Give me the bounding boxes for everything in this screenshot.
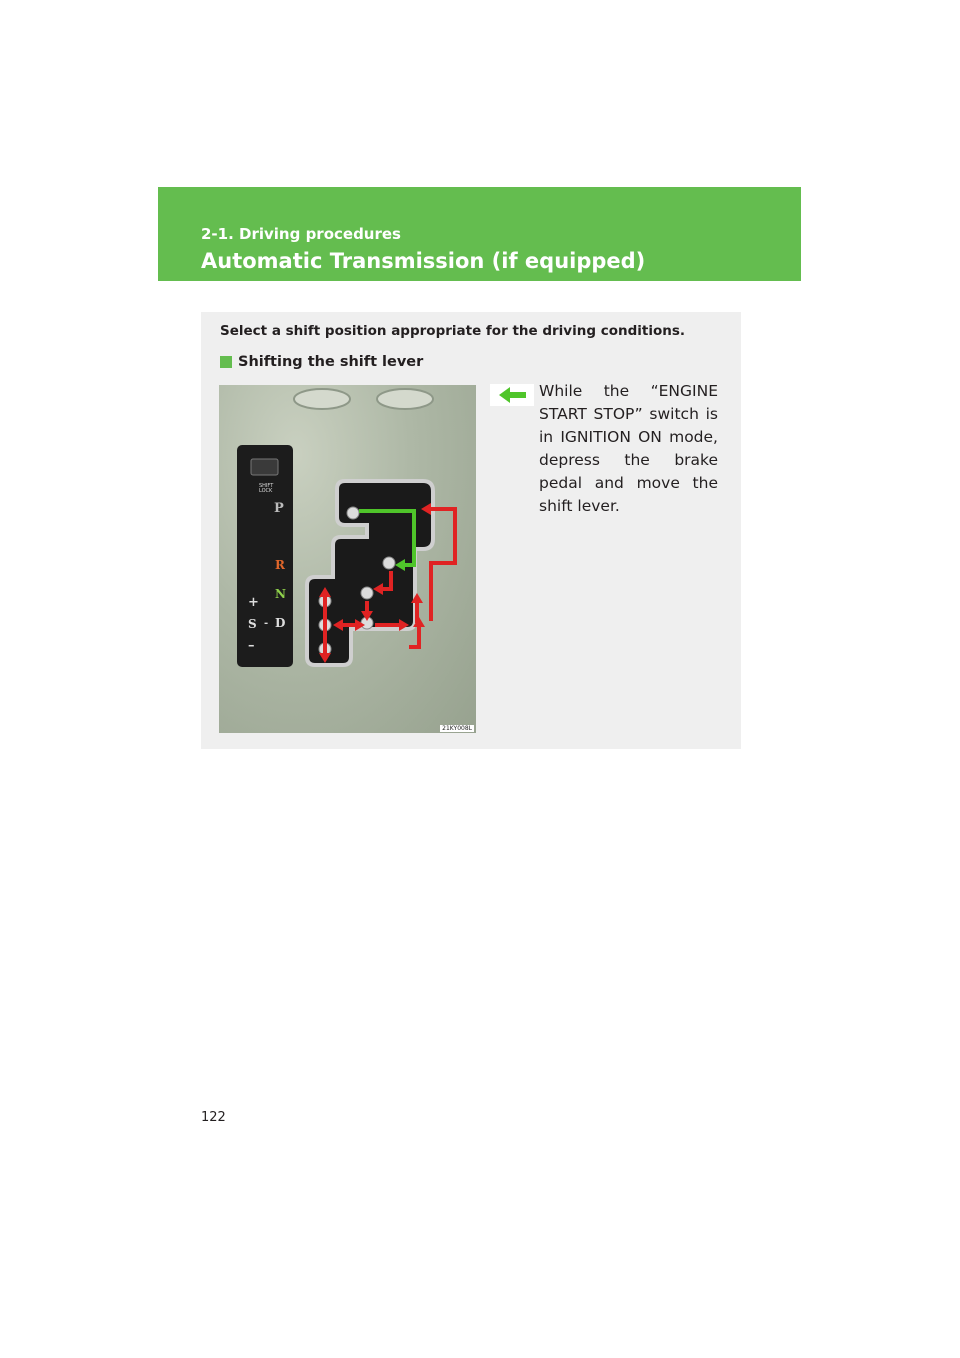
content-box [201,312,741,749]
gate-point-n [361,587,373,599]
position-p: P [274,501,284,516]
section-label: 2-1. Driving procedures [201,225,401,243]
position-s: S [248,617,257,631]
top-knob-left [294,389,350,409]
subheading-label: Shifting the shift lever [238,354,424,370]
gate-point-p [347,507,359,519]
shift-lever-photo [219,385,476,733]
intro-text: Select a shift position appropriate for the driving conditions. [220,323,686,339]
indicator-panel [237,445,293,667]
page-title: Automatic Transmission (if equipped) [201,249,646,273]
dash-sign: - [264,618,269,629]
description-text: While the “ENGINE START STOP” switch is in IGNITION ON mode, depress the brake pedal and move the shift lever. [539,382,718,515]
plus-sign: + [248,595,259,610]
subheading [220,354,423,370]
square-bullet-icon [220,356,232,368]
top-knob-right [377,389,433,409]
position-n: N [275,587,286,601]
page-number: 122 [201,1110,226,1125]
minus-sign: – [248,638,255,653]
image-code: 21KY008L [442,725,472,732]
header-band [158,187,801,281]
position-d: D [275,616,286,630]
left-arrow-icon [490,384,534,406]
gate-point-r [383,557,395,569]
shift-lock-label-1: SHIFT [259,483,274,489]
position-r: R [275,558,285,572]
shift-gate-illustration [219,385,476,733]
shift-lock-button [251,459,278,475]
green-arrow-marker [490,384,534,406]
shift-lock-label-2: LOCK [259,488,273,494]
